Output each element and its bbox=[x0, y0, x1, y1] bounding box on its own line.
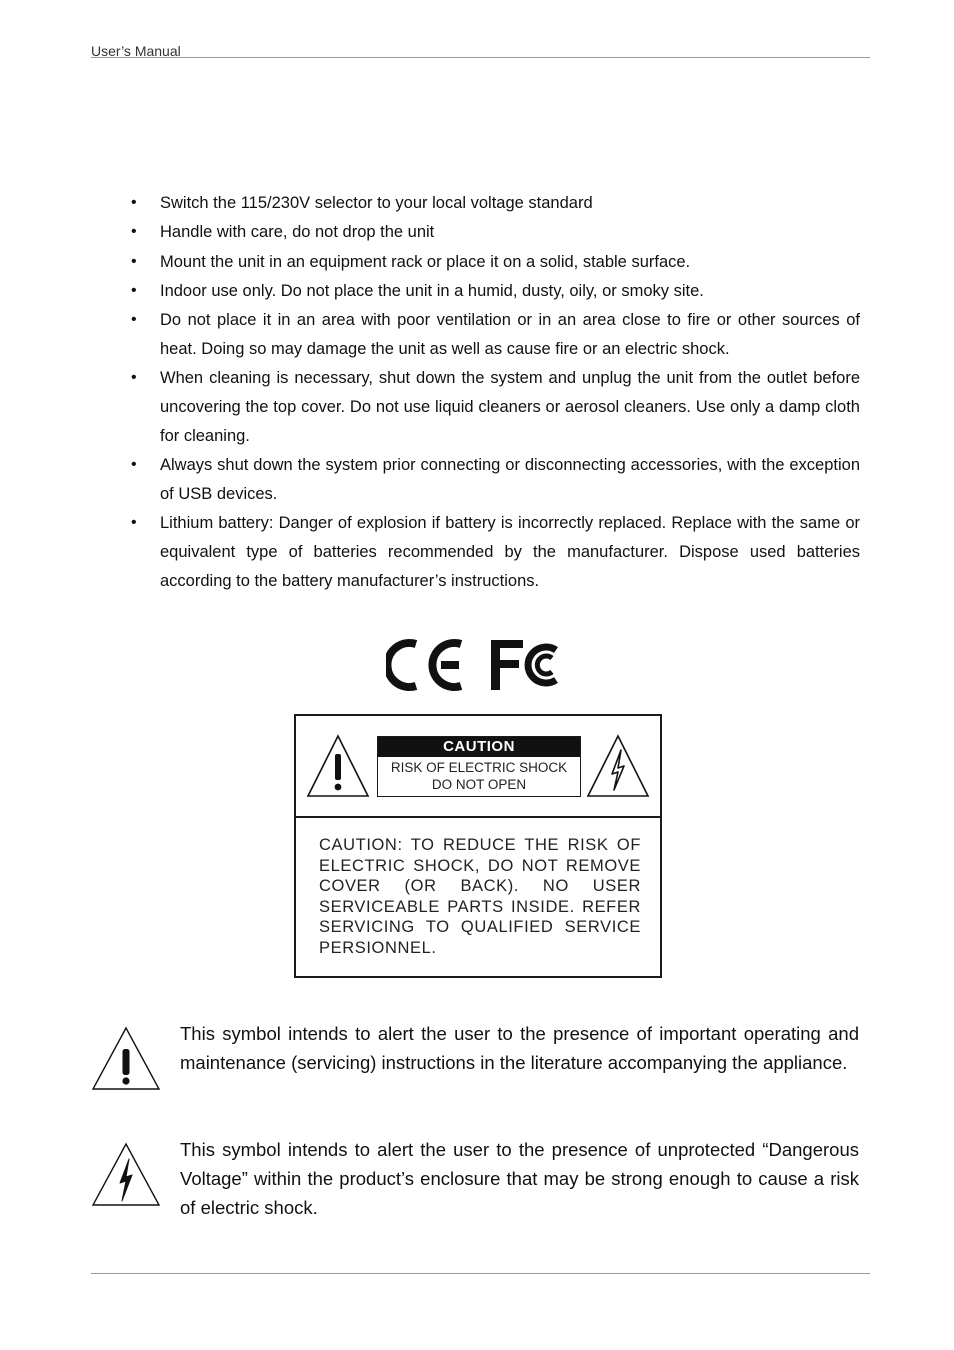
list-item: • Handle with care, do not drop the unit bbox=[160, 218, 860, 247]
list-item: • When cleaning is necessary, shut down the system and unplug the unit from the outlet before uncovering the top cover. Do not use liquid cleaners or aerosol cleaners. Use only a damp cloth for cleaning. bbox=[160, 364, 860, 450]
list-item: • Indoor use only. Do not place the unit in a humid, dusty, oily, or smoky site. bbox=[160, 277, 860, 306]
caution-subtitle: RISK OF ELECTRIC SHOCK DO NOT OPEN bbox=[390, 760, 568, 792]
warning-exclamation-icon bbox=[306, 734, 370, 798]
caution-title-box bbox=[377, 736, 581, 797]
bullet-icon: • bbox=[131, 456, 137, 474]
list-item: • Mount the unit in an equipment rack or place it on a solid, stable surface. bbox=[160, 248, 860, 277]
certification-logos bbox=[386, 636, 566, 694]
list-item: • Switch the 115/230V selector to your local voltage standard bbox=[160, 189, 860, 218]
lightning-symbol-text: This symbol intends to alert the user to the presence of unprotected “Dangerous Voltage” within the product’s enclosure that may be strong enough to cause a risk of electric shock. bbox=[180, 1139, 859, 1218]
caution-label-header bbox=[296, 716, 660, 818]
lightning-triangle-icon bbox=[91, 1141, 161, 1207]
exclamation-triangle-icon bbox=[91, 1025, 161, 1091]
list-item: • Lithium battery: Danger of explosion if battery is incorrectly replaced. Replace with the same or equivalent type of batteries recommended by the manufacturer. Dispose used batteries according to the battery manufacturer’s instructions. bbox=[160, 509, 860, 595]
ce-mark-logo bbox=[387, 643, 461, 687]
exclamation-symbol-text: This symbol intends to alert the user to the presence of important operating and maintenance (servicing) instructions in the literature accompanying the appliance. bbox=[180, 1023, 859, 1073]
bullet-icon: • bbox=[131, 194, 137, 211]
bullet-icon: • bbox=[131, 281, 137, 299]
header-title: User’s Manual bbox=[91, 43, 181, 59]
caution-title: CAUTION bbox=[378, 737, 580, 757]
footer-rule bbox=[91, 1273, 870, 1274]
bullet-icon: • bbox=[131, 223, 137, 241]
safety-list bbox=[131, 189, 860, 596]
header-rule bbox=[91, 57, 870, 58]
fcc-mark-logo bbox=[491, 640, 556, 690]
list-item: • Do not place it in an area with poor ventilation or in an area close to fire or other sources of heat. Doing so may damage the unit as well as cause fire or an electric shock. bbox=[160, 306, 860, 364]
caution-body-text: CAUTION: TO REDUCE THE RISK OF ELECTRIC SHOCK, DO NOT REMOVE COVER (OR BACK). NO USER SERVICEABLE PARTS INSIDE. REFER SERVICING TO QUALIFIED SERVICE PERSIONNEL. bbox=[319, 836, 641, 957]
warning-lightning-icon bbox=[586, 734, 650, 798]
bullet-icon: • bbox=[131, 369, 137, 387]
caution-label bbox=[294, 714, 662, 978]
bullet-icon: • bbox=[131, 252, 137, 270]
bullet-icon: • bbox=[131, 311, 137, 329]
bullet-icon: • bbox=[131, 514, 137, 532]
list-item: • Always shut down the system prior connecting or disconnecting accessories, with the exception of USB devices. bbox=[160, 451, 860, 509]
